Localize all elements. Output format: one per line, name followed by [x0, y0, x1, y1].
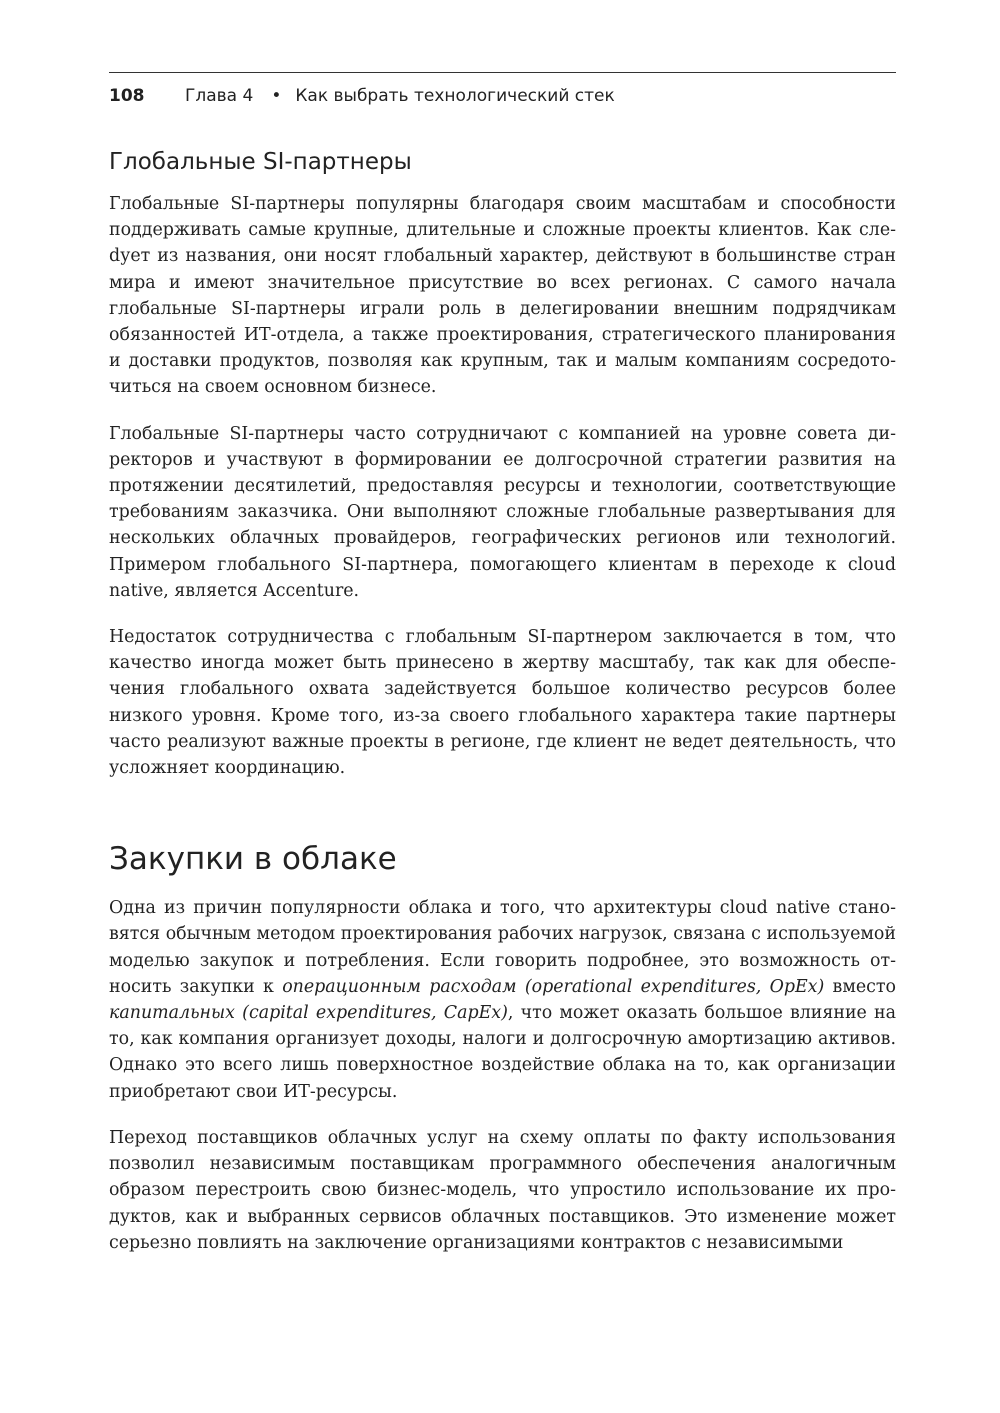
paragraph-text: , что может оказать большое влияние на то, как компания организует доходы, налоги и долгосрочную амортизацию активов. Однако это всего лишь поверхностное воздействие облака на то, как организации приобретают свои ИТ-ресурсы.	[109, 1003, 896, 1102]
subsection-heading: Глобальные SI-партнеры	[109, 149, 412, 175]
paragraph: Глобальные SI-партнеры часто сотрудничают с компанией на уровне совета директоров и участвуют в формировании ее долгосрочной стратегии развития на протяжении десятилетий, предоставляя ресурсы и технологии, соответствующие требованиям заказчика. Они выполняют сложные глобальные развертывания для нескольких облачных провайдеров, географических регионов или технологий. Примером глобального SI-партнера, помогающего клиентам в переходе к cloud native, является Accenture.	[109, 423, 896, 601]
paragraph: Глобальные SI-партнеры популярны благодаря своим масштабам и способности поддерживать самые крупные, длительные и сложные проекты клиентов. Как слеdует из названия, они носят глобальный характер, действуют в большинстве стран мира и имеют значительное присутствие во всех регионах. С самого начала глобальные SI-партнеры играли роль в делегировании внешним подрядчикам обязанностей ИТ-отдела, а также проектирования, стратегического планирования и доставки продуктов, позволяя как крупным, так и малым компаниям сосредоточиться на своем основном бизнесе.	[109, 194, 896, 398]
paragraph: Переход поставщиков облачных услуг на схему оплаты по факту использования позволил независимым поставщикам программного обеспечения аналогичным образом перестроить свою бизнес-модель, что упростило использование их продуктов, как и выбранных сервисов облачных поставщиков. Это изменение может серьезно повлиять на заключение организациями контрактов с независимыми	[109, 1127, 896, 1253]
capex-term: капитальных (capital expenditures, CapEx)	[109, 1003, 508, 1024]
page-content	[109, 147, 896, 1276]
paragraph	[109, 895, 896, 1105]
header-separator: •	[271, 86, 282, 106]
paragraph-text: вместо	[824, 976, 896, 997]
chapter-label: Глава 4	[185, 86, 254, 106]
chapter-title: Как выбрать технологический стек	[295, 86, 615, 106]
page-number: 108	[109, 86, 145, 106]
paragraph-text: Одна из причин популярности облака и того, что архитектуры cloud native становятся обычным методом проектирования рабочих нагрузок, связана с используемой моделью закупок и потребления. Если говорить подробнее, это возможность относить закупки к	[109, 898, 896, 997]
opex-term: операционным расходам (operational expenditures, OpEx)	[282, 976, 825, 997]
section-heading: Закупки в облаке	[109, 841, 397, 878]
paragraph: Недостаток сотрудничества с глобальным SI-партнером заключается в том, что качество иногда может быть принесено в жертву масштабу, так как для обеспечения глобального охвата задействуется большое количество ресурсов более низкого уровня. Кроме того, из-за своего глобального характера такие партнеры часто реализуют важные проекты в регионе, где клиент не ведет деятельность, что усложняет координацию.	[109, 627, 896, 779]
running-header	[109, 72, 896, 107]
